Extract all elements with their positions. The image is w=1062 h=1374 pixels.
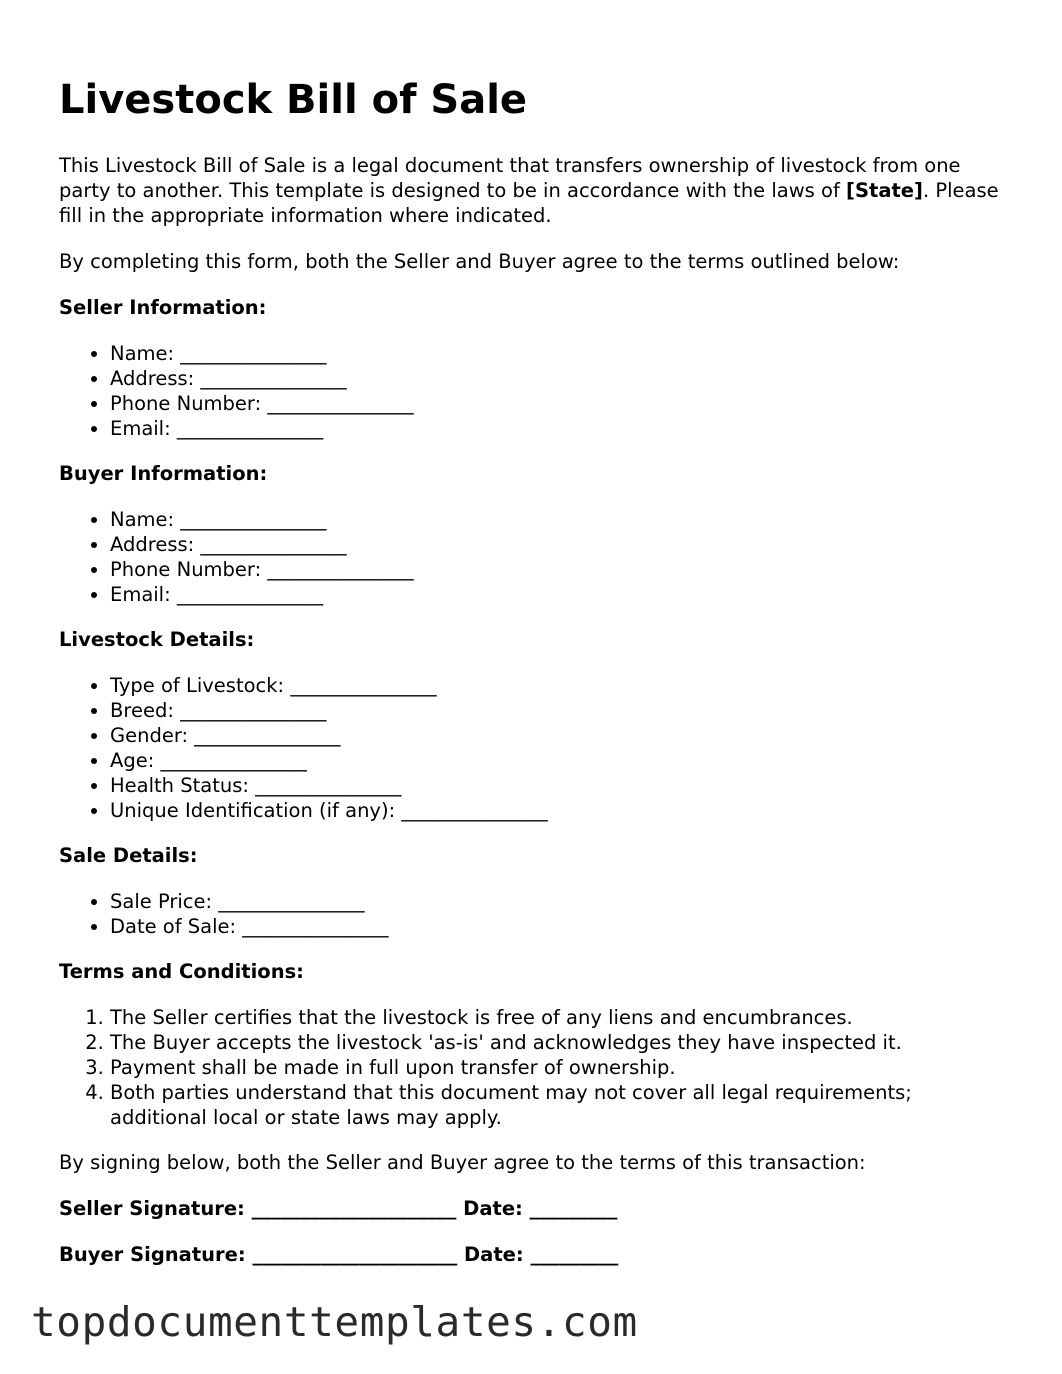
livestock-heading: Livestock Details: [59, 628, 255, 651]
terms-list [59, 1005, 999, 1130]
buyer-address-field: • Address: _______________ [110, 532, 999, 557]
buyer-email-field: • Email: _______________ [110, 582, 999, 607]
term-item: 1. The Seller certifies that the livestock is free of any liens and encumbrances. [110, 1005, 999, 1030]
page-title: Livestock Bill of Sale [59, 77, 528, 123]
seller-phone-field: • Phone Number: _______________ [110, 391, 999, 416]
site-watermark: topdocumenttemplates.com [31, 1298, 638, 1346]
sale-date-field: • Date of Sale: _______________ [110, 914, 999, 939]
seller-heading: Seller Information: [59, 296, 267, 319]
livestock-breed-field: • Breed: _______________ [110, 698, 999, 723]
seller-address-field: • Address: _______________ [110, 366, 999, 391]
livestock-list [59, 673, 999, 823]
livestock-age-field: • Age: _______________ [110, 748, 999, 773]
livestock-type-field: • Type of Livestock: _______________ [110, 673, 999, 698]
seller-name-field: • Name: _______________ [110, 341, 999, 366]
seller-signature-line: Seller Signature: _____________________ Date: _________ [59, 1197, 618, 1220]
sale-price-field: • Sale Price: _______________ [110, 889, 999, 914]
seller-list [59, 341, 999, 441]
buyer-heading: Buyer Information: [59, 462, 268, 485]
livestock-health-field: • Health Status: _______________ [110, 773, 999, 798]
sale-heading: Sale Details: [59, 844, 198, 867]
livestock-gender-field: • Gender: _______________ [110, 723, 999, 748]
sale-list [59, 889, 999, 939]
terms-heading: Terms and Conditions: [59, 960, 304, 983]
buyer-list [59, 507, 999, 607]
intro-state-placeholder: [State] [846, 179, 923, 202]
intro-text-part2: . Please fill in the appropriate information where indicated. [59, 179, 999, 227]
intro-text-part1: This Livestock Bill of Sale is a legal document that transfers ownership of livestock from one party to another. This template is designed to be in accordance with the laws of [59, 154, 961, 202]
term-item: 3. Payment shall be made in full upon transfer of ownership. [110, 1055, 999, 1080]
buyer-signature-line: Buyer Signature: _____________________ Date: _________ [59, 1243, 619, 1266]
document-body [59, 153, 999, 1288]
seller-email-field: • Email: _______________ [110, 416, 999, 441]
term-item: 2. The Buyer accepts the livestock 'as-is' and acknowledges they have inspected it. [110, 1030, 999, 1055]
term-item: 4. Both parties understand that this document may not cover all legal requirements; additional local or state laws may apply. [110, 1080, 999, 1130]
signature-intro: By signing below, both the Seller and Buyer agree to the terms of this transaction: [59, 1151, 866, 1174]
livestock-id-field: • Unique Identification (if any): _______________ [110, 798, 999, 823]
intro-paragraph [59, 153, 999, 228]
buyer-phone-field: • Phone Number: _______________ [110, 557, 999, 582]
agreement-paragraph: By completing this form, both the Seller and Buyer agree to the terms outlined below: [59, 250, 900, 273]
buyer-name-field: • Name: _______________ [110, 507, 999, 532]
